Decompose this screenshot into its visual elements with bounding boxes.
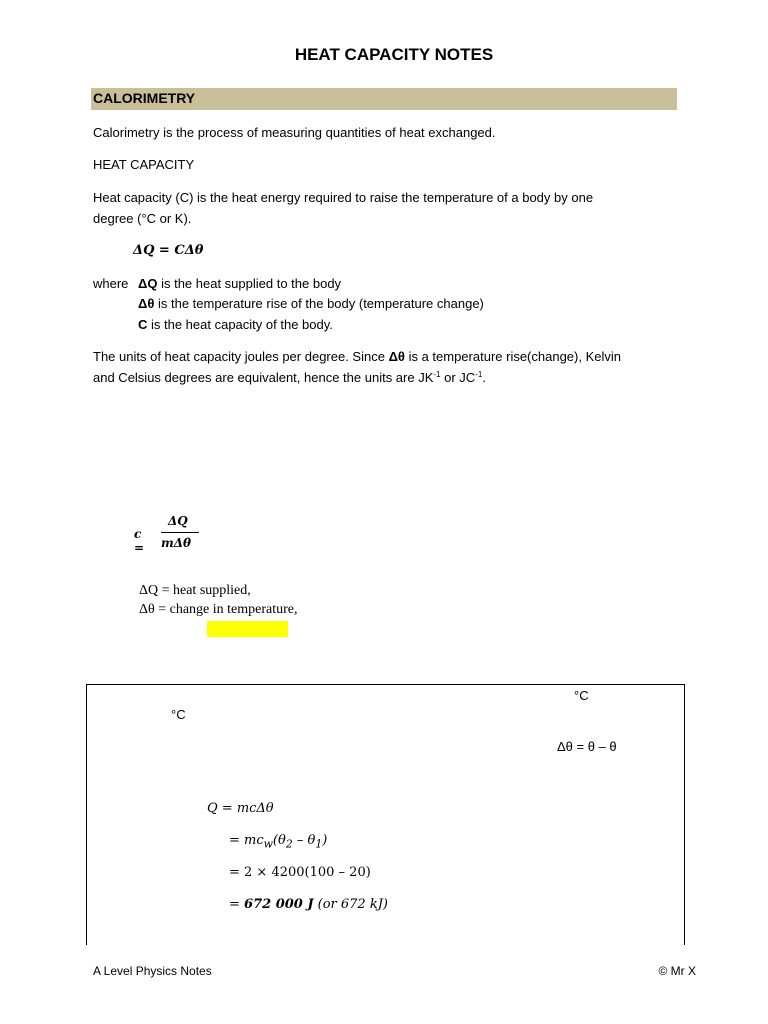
fraction-bar xyxy=(161,532,199,533)
calc-text: – θ xyxy=(292,833,316,848)
units-text: and Celsius degrees are equivalent, hence the units are JK xyxy=(93,370,434,385)
where-symbol: ΔQ xyxy=(138,276,158,291)
result-value: 672 000 J xyxy=(244,897,314,912)
units-line-2 xyxy=(93,370,486,385)
delta-theta-expression: Δθ = θ – θ xyxy=(557,739,617,754)
section-heading-bar xyxy=(91,88,677,110)
formula-denominator: mΔθ xyxy=(161,536,192,550)
page-title: HEAT CAPACITY NOTES xyxy=(294,45,494,64)
footer-right: © Mr X xyxy=(658,964,696,978)
definition-line-1: Heat capacity (C) is the heat energy required to raise the temperature of a body by one xyxy=(93,190,594,205)
units-text: . xyxy=(482,370,486,385)
where-item xyxy=(138,317,333,332)
calc-text: = mc xyxy=(229,833,264,848)
where-symbol: C xyxy=(138,317,148,332)
result-alt: (or 672 kJ) xyxy=(313,897,388,912)
intro-paragraph: Calorimetry is the process of measuring quantities of heat exchanged. xyxy=(93,125,496,140)
unit-label: °C xyxy=(171,707,186,722)
units-superscript: -1 xyxy=(433,370,441,379)
units-text: or JC xyxy=(440,370,476,385)
definition-line-2: degree (°C or K). xyxy=(93,211,192,226)
formula-lhs: c = xyxy=(134,527,145,555)
units-symbol: Δθ xyxy=(388,349,405,364)
calc-subscript: w xyxy=(263,837,273,851)
calc-text: ) xyxy=(322,833,328,848)
formula-numerator: ΔQ xyxy=(168,514,188,528)
calc-line: Q = mcΔθ xyxy=(207,801,274,816)
where-text: is the heat capacity of the body. xyxy=(147,317,333,332)
calc-line: = 2 × 4200(100 – 20) xyxy=(229,865,371,880)
section-heading: CALORIMETRY xyxy=(93,90,196,106)
calc-result: = 672 000 J (or 672 kJ) xyxy=(229,897,388,912)
calc-text: (θ xyxy=(272,833,286,848)
where-text: is the heat supplied to the body xyxy=(157,276,342,291)
units-text: is a temperature rise(change), Kelvin xyxy=(404,349,621,364)
calc-subscript: 2 xyxy=(285,837,293,851)
legend-item: ΔQ = heat supplied, xyxy=(139,583,251,598)
where-label: where xyxy=(93,276,129,291)
units-text: The units of heat capacity joules per degree. Since xyxy=(93,349,389,364)
calc-subscript: 1 xyxy=(315,837,323,851)
footer-left: A Level Physics Notes xyxy=(93,964,212,978)
calc-line xyxy=(229,833,327,851)
where-item xyxy=(138,296,484,311)
where-item xyxy=(138,276,341,291)
unit-label: °C xyxy=(574,688,589,703)
units-superscript: -1 xyxy=(475,370,483,379)
where-symbol: Δθ xyxy=(138,296,155,311)
legend-item: Δθ = change in temperature, xyxy=(139,602,298,617)
subheading: HEAT CAPACITY xyxy=(93,157,195,172)
highlight-mark xyxy=(207,621,288,637)
where-text: is the temperature rise of the body (temperature change) xyxy=(154,296,484,311)
main-equation: ΔQ = CΔθ xyxy=(133,243,204,258)
units-line-1 xyxy=(93,349,621,364)
